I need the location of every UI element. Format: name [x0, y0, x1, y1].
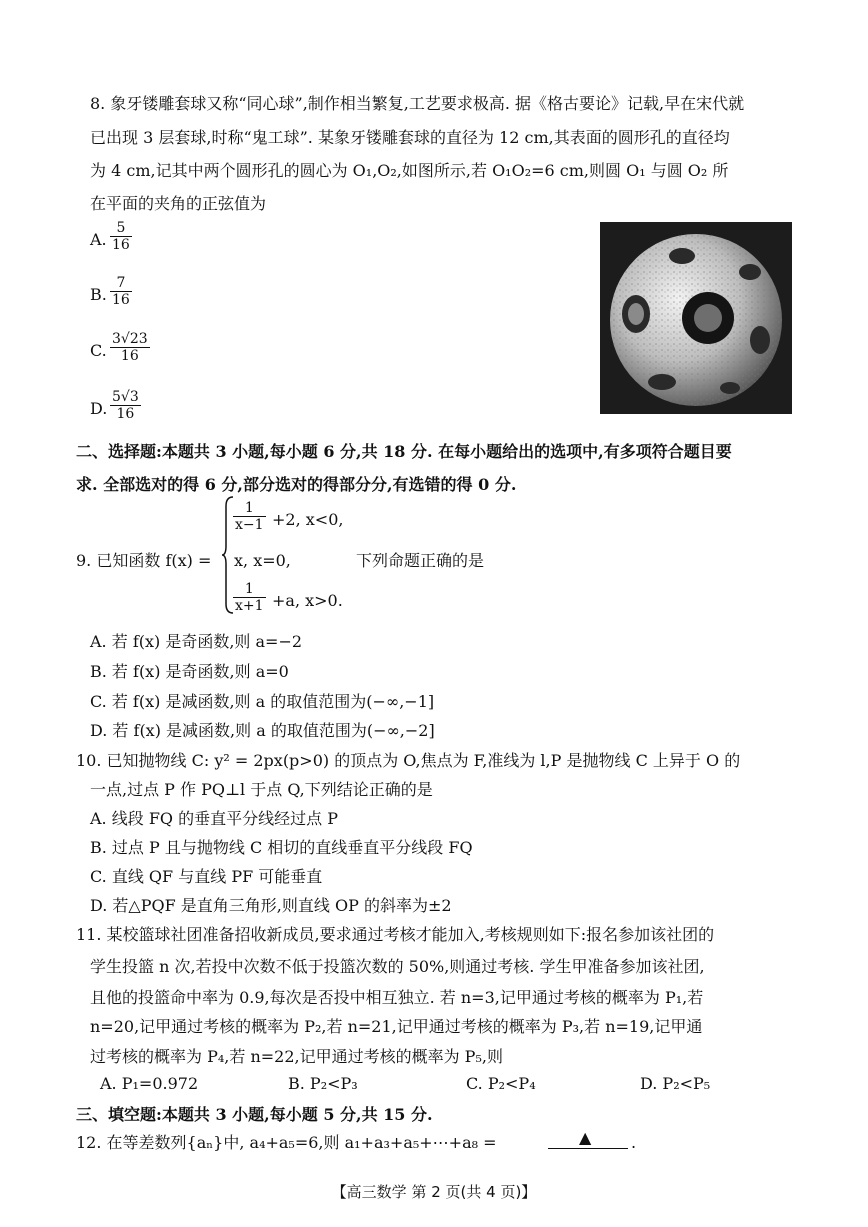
q8-line-2: 已出现 3 层套球,时称“鬼工球”. 某象牙镂雕套球的直径为 12 cm,其表面的圆形孔的直径均 [90, 128, 730, 147]
q9-case1-rest: +2, x<0, [272, 510, 344, 529]
q10-line-2: 一点,过点 P 作 PQ⊥l 于点 Q,下列结论正确的是 [90, 780, 433, 799]
q8-option-d-label: D. [90, 399, 108, 418]
q10-line-1: 10. 已知抛物线 C: y² = 2px(p>0) 的顶点为 O,焦点为 F,准线为 l,P 是抛物线 C 上异于 O 的 [76, 751, 741, 770]
ivory-ball-photo [600, 222, 792, 414]
q8-line-1: 8. 象牙镂雕套球又称“同心球”,制作相当繁复,工艺要求极高. 据《格古要论》记载,早在宋代就 [90, 94, 745, 113]
q9-option-d: D. 若 f(x) 是减函数,则 a 的取值范围为(−∞,−2] [90, 721, 435, 740]
q11-line-5: 过考核的概率为 P₄,若 n=22,记甲通过考核的概率为 P₅,则 [90, 1047, 503, 1066]
q11-line-4: n=20,记甲通过考核的概率为 P₂,若 n=21,记甲通过考核的概率为 P₃,若 n=19,记甲通 [90, 1017, 703, 1036]
section2-line-1: 二、选择题:本题共 3 小题,每小题 6 分,共 18 分. 在每小题给出的选项中,有多项符合题目要 [76, 442, 732, 461]
answer-triangle-icon: ▲ [579, 1128, 592, 1147]
q12-answer-blank [548, 1148, 628, 1149]
q9-case3-fraction: $\frac{1}{x+1}$ [235, 581, 264, 614]
q8-option-a-fraction: $\frac{5}{16}$ [112, 220, 130, 253]
q11-option-a: A. P₁=0.972 [100, 1074, 199, 1093]
q8-line-3: 为 4 cm,记其中两个圆形孔的圆心为 O₁,O₂,如图所示,若 O₁O₂=6 cm,则圆 O₁ 与圆 O₂ 所 [90, 161, 729, 180]
q8-option-a-label: A. [90, 230, 107, 249]
q10-option-b: B. 过点 P 且与抛物线 C 相切的直线垂直平分线段 FQ [90, 838, 473, 857]
page-footer: 【高三数学 第 2 页(共 4 页)】 [331, 1183, 537, 1201]
q9-case3-rest: +a, x>0. [272, 591, 343, 610]
q10-option-c: C. 直线 QF 与直线 PF 可能垂直 [90, 867, 323, 886]
q10-option-a: A. 线段 FQ 的垂直平分线经过点 P [90, 809, 338, 828]
q8-line-4: 在平面的夹角的正弦值为 [90, 194, 267, 213]
q11-option-d: D. P₂<P₅ [640, 1074, 711, 1093]
q10-option-d: D. 若△PQF 是直角三角形,则直线 OP 的斜率为±2 [90, 896, 452, 915]
q9-prefix: 9. 已知函数 f(x) = [76, 551, 212, 570]
q9-case1-fraction: $\frac{1}{x-1}$ [235, 500, 264, 533]
q8-option-c-label: C. [90, 341, 107, 360]
q11-option-b: B. P₂<P₃ [288, 1074, 358, 1093]
q9-option-b: B. 若 f(x) 是奇函数,则 a=0 [90, 662, 289, 681]
q8-option-b-fraction: $\frac{7}{16}$ [112, 275, 130, 308]
ivory-ball-illustration [600, 222, 792, 414]
q9-case2: x, x=0, [234, 551, 291, 570]
q11-line-2: 学生投篮 n 次,若投中次数不低于投篮次数的 50%,则通过考核. 学生甲准备参加该社团, [90, 957, 705, 976]
q11-line-1: 11. 某校篮球社团准备招收新成员,要求通过考核才能加入,考核规则如下:报名参加该社团的 [76, 925, 715, 944]
q9-option-c: C. 若 f(x) 是减函数,则 a 的取值范围为(−∞,−1] [90, 692, 435, 711]
q11-line-3: 且他的投篮命中率为 0.9,每次是否投中相互独立. 若 n=3,记甲通过考核的概率为 P₁,若 [90, 988, 704, 1007]
q8-option-d-fraction: $\frac{5√3}{16}$ [112, 389, 139, 422]
q12-end: . [631, 1133, 637, 1152]
q9-option-a: A. 若 f(x) 是奇函数,则 a=−2 [90, 632, 303, 651]
q12-text: 12. 在等差数列{aₙ}中, a₄+a₅=6,则 a₁+a₃+a₅+⋯+a₈ = [76, 1133, 497, 1152]
q8-option-b-label: B. [90, 285, 107, 304]
q11-option-c: C. P₂<P₄ [466, 1074, 536, 1093]
section3-line-1: 三、填空题:本题共 3 小题,每小题 5 分,共 15 分. [76, 1105, 433, 1124]
section2-line-2: 求. 全部选对的得 6 分,部分选对的得部分分,有选错的得 0 分. [76, 475, 517, 494]
q8-option-c-fraction: $\frac{3√23}{16}$ [112, 331, 148, 364]
q9-suffix: 下列命题正确的是 [356, 551, 485, 570]
